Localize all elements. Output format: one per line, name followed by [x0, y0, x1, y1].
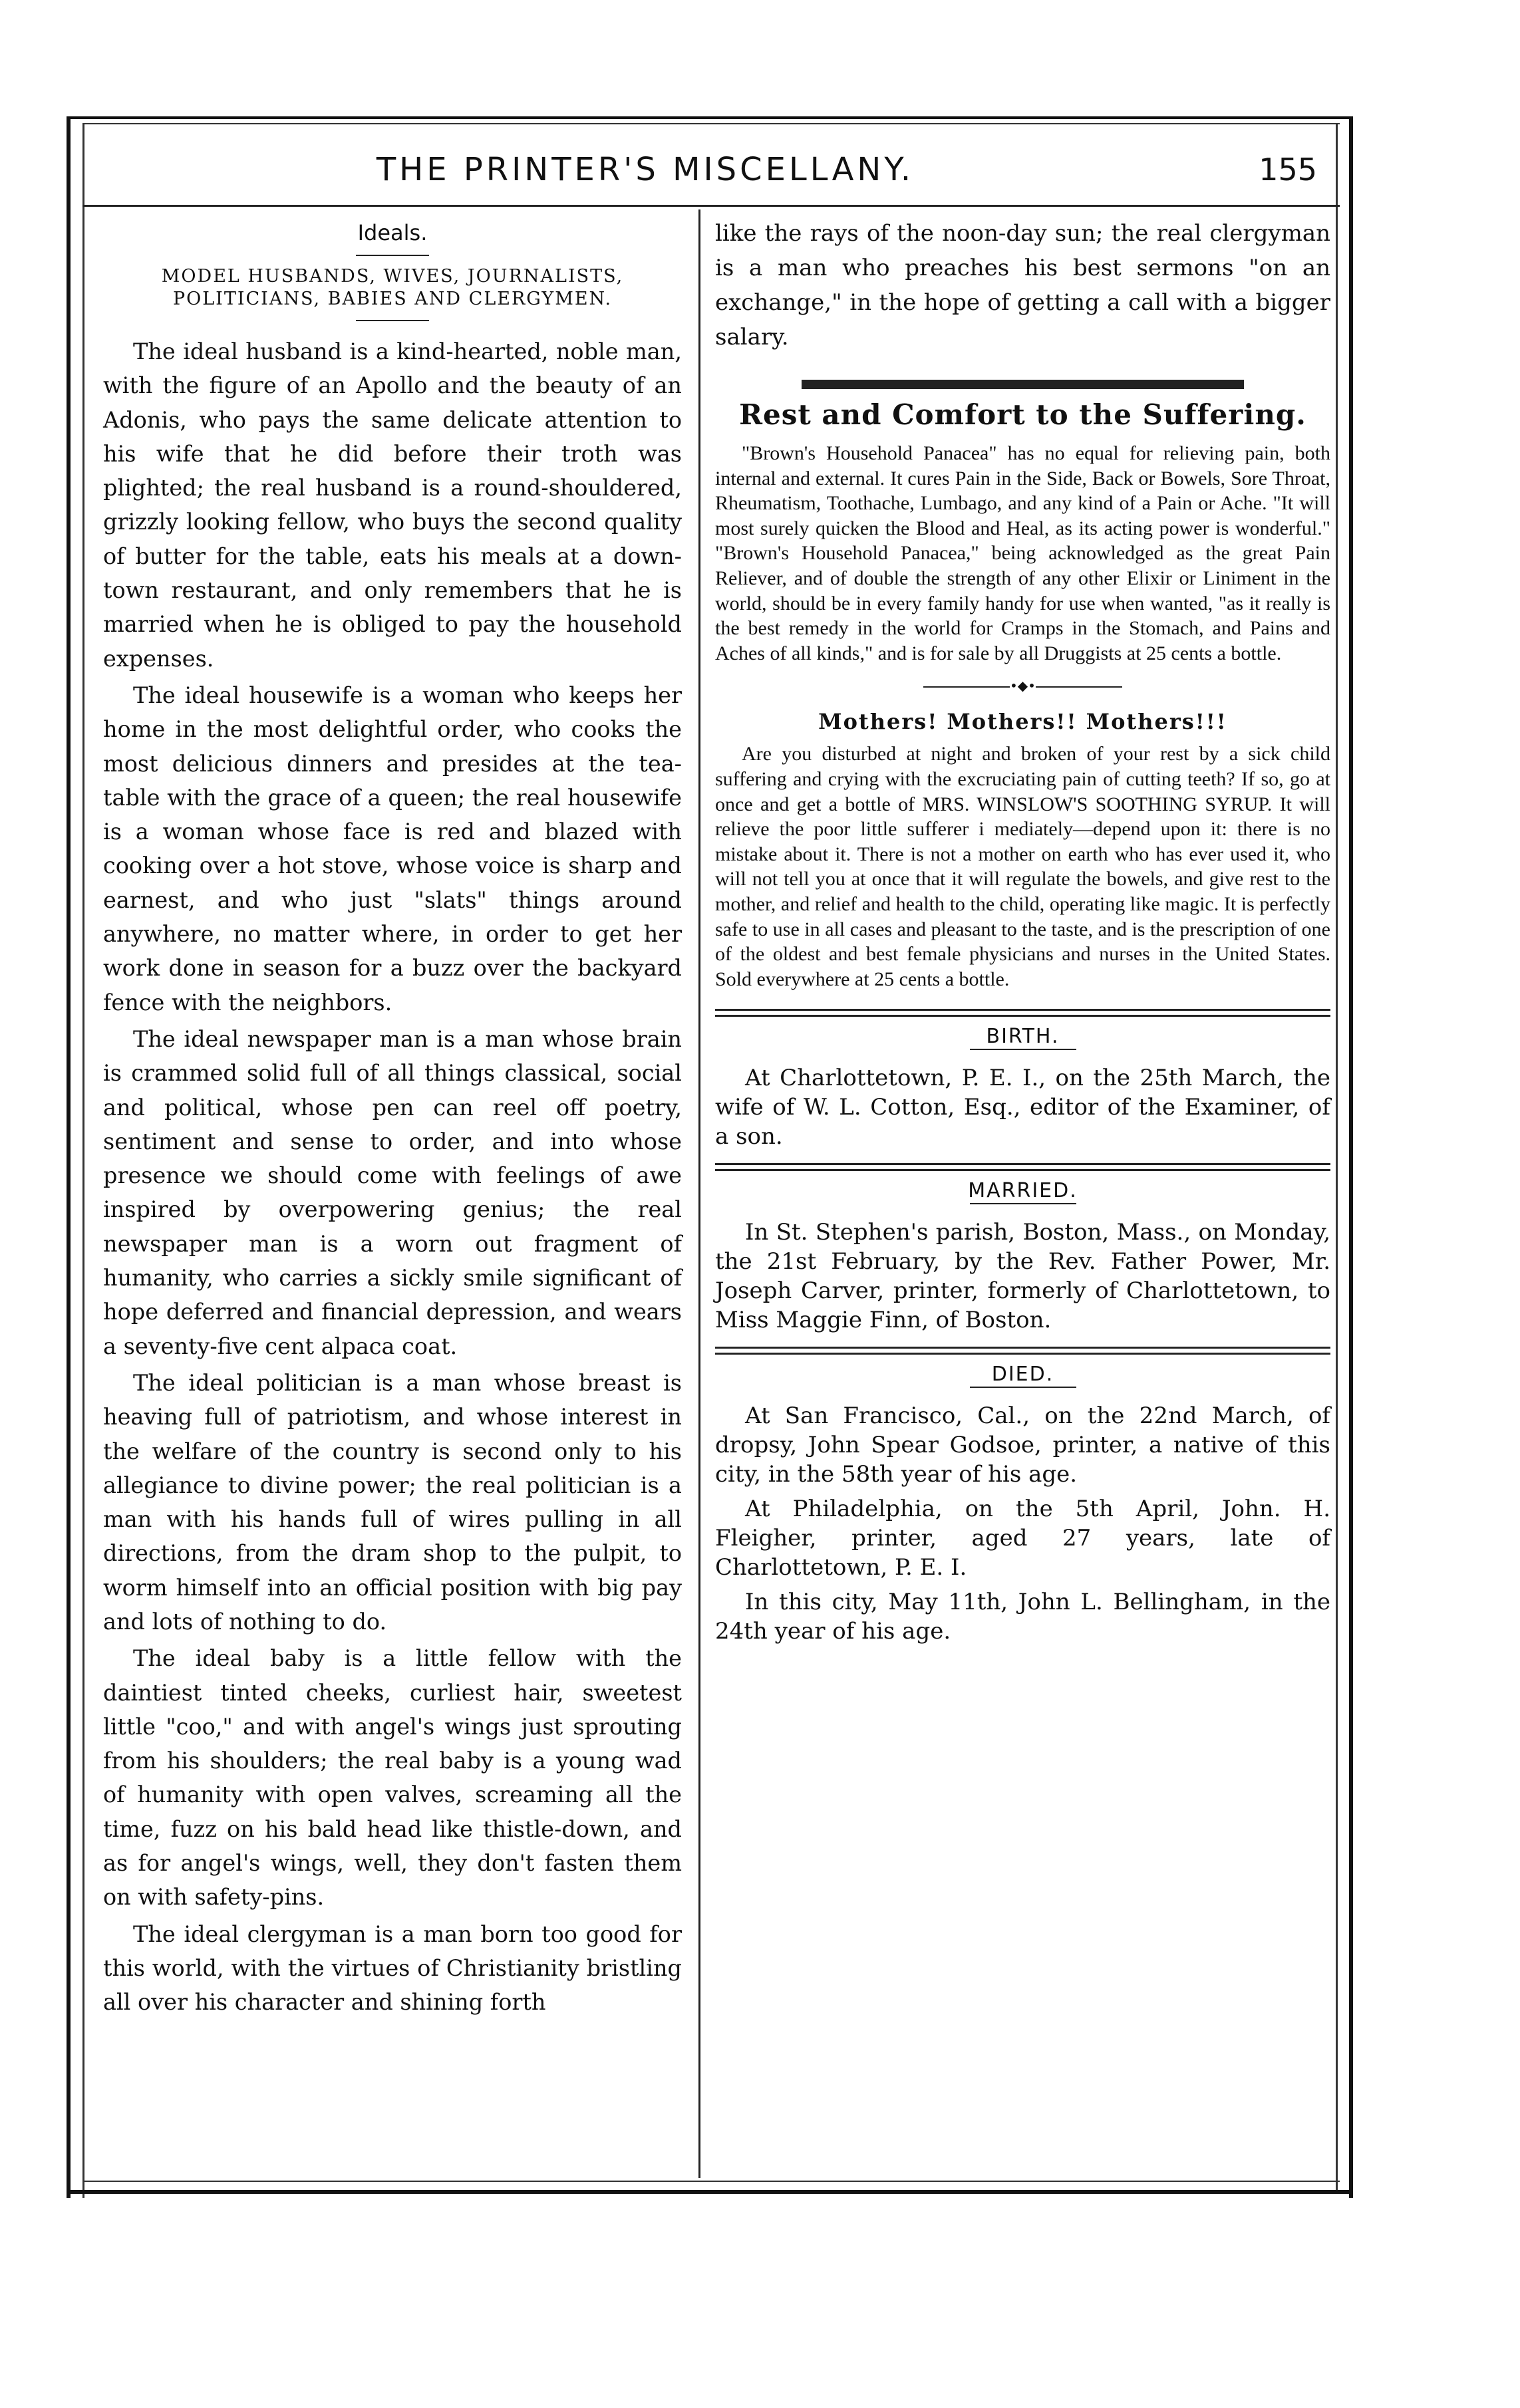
paragraph-clergyman: The ideal clergyman is a man born too good for this world, with the virtues of Christianity bristling all over his character and shining forth	[103, 1921, 682, 2016]
page-border-bottom	[67, 2190, 1353, 2194]
died-entry: In this city, May 11th, John L. Bellingham, in the 24th year of his age.	[715, 1589, 1330, 1645]
paragraph-housewife: The ideal housewife is a woman who keeps her home in the most delightful order, who cooks the most delicious dinners and presides at the tea-table with the grace of a queen; the real housewife is a woman whose face is red and blazed with cooking over a hot stove, whose voice is sharp and earnest, and who just "slats" things around anywhere, no matter where, in order to get her work done in season for a buzz over the backyard fence with the neighbors.	[103, 682, 682, 1015]
married-heading: MARRIED.	[968, 1179, 1078, 1203]
running-title: THE PRINTER'S MISCELLANY.	[376, 151, 915, 188]
ad-title-panacea: Rest and Comfort to the Suffering.	[739, 398, 1306, 431]
ad-text-panacea: "Brown's Household Panacea" has no equal for relieving pain, both internal and external. It cures Pain in the Side, Back or Bowels, Sore Throat, Rheumatism, Toothache, Lumbago, and any kind of a Pain or Ache. "It will most surely quicken the Blood and Heal, as its acting power is wonderful." "Brown's Household Panacea," being acknowledged as the great Pain Reliever, and of double the strength of any other Elixir or Liniment in the world, should be in every family handy for use when wanted, "as it really is the best remedy in the world for Cramps in the Stomach, and Pains and Aches of all kinds," and is for sale by all Druggists at 25 cents a bottle.	[715, 442, 1330, 664]
subtitle-rule	[356, 320, 429, 321]
ad-title-mothers: Mothers! Mothers!! Mothers!!!	[818, 709, 1227, 735]
notice-double-rule	[715, 1163, 1330, 1171]
ornament-glyph: •◆•	[1010, 678, 1036, 694]
right-column	[715, 216, 1330, 1651]
ad-text-soothing-syrup: Are you disturbed at night and broken of your rest by a sick child suffering and crying with the excruciating pain of cutting teeth? If so, go at once and get a bottle of MRS. WINSLOW'S SOOTHING SYRUP. It will relieve the poor little sufferer i mediately—depend upon it: there is no mistake about it. There is not a mother on earth who has ever used it, who will not tell you at once that it will regulate the bowels, and give rest to the mother, and relief and health to the child, operating like magic. It is perfectly safe to use in all cases and pleasant to the taste, and is the prescription of one of the oldest and best female physicians and nurses in the United States. Sold everywhere at 25 cents a bottle.	[715, 743, 1330, 990]
article-subtitle: MODEL HUSBANDS, WIVES, JOURNALISTS, POLITICIANS, BABIES AND CLERGYMEN.	[161, 266, 624, 309]
notice-double-rule	[715, 1009, 1330, 1017]
page-border-top	[67, 116, 1353, 119]
page-border-bottom-inner	[82, 2181, 1340, 2182]
paragraph-baby: The ideal baby is a little fellow with the daintiest tinted cheeks, curliest hair, sweetest little "coo," and with angel's wings just sprouting from his shoulders; the real baby is a young wad of humanity with open valves, screaming all the time, fuzz on his bald head like thistle-down, and as for angel's wings, well, they don't fasten them on with safety-pins.	[103, 1645, 682, 1911]
magazine-page	[86, 116, 1357, 2224]
married-entry: In St. Stephen's parish, Boston, Mass., on Monday, the 21st February, by the Rev. Father Power, Mr. Joseph Carver, printer, formerly of Charlottetown, to Miss Maggie Finn, of Boston.	[715, 1219, 1330, 1334]
page-border-right-inner	[1336, 124, 1338, 2193]
paragraph-newspaper-man: The ideal newspaper man is a man whose brain is crammed solid full of all things classical, social and political, whose pen can reel off poetry, sentiment and sense to order, and into whose presence we should come with feelings of awe inspired by overpowering genius; the real newspaper man is a worn out fragment of humanity, who carries a sickly smile significant of hope deferred and financial depression, and wears a seventy-five cent alpaca coat.	[103, 1025, 682, 1359]
page-border-right	[1349, 116, 1353, 2198]
article-title: Ideals.	[357, 220, 428, 245]
continued-paragraph: like the rays of the noon-day sun; the real clergyman is a man who preaches his best sermons "on an exchange," in the hope of getting a call with a bigger salary.	[715, 220, 1330, 350]
notice-double-rule	[715, 1347, 1330, 1355]
page-number: 155	[1259, 152, 1317, 188]
died-entry: At Philadelphia, on the 5th April, John. H. Fleigher, printer, aged 27 years, late of Charlottetown, P. E. I.	[715, 1496, 1330, 1581]
died-heading: DIED.	[991, 1363, 1054, 1387]
header-rule	[82, 205, 1340, 207]
ornament-divider	[715, 672, 1330, 699]
paragraph-politician: The ideal politician is a man whose breast is heaving full of patriotism, and whose interest in the welfare of the country is second only to his allegiance to divine power; the real politician is a man with his hands full of wires pulling in all directions, from the dram shop to the pulpit, to worm himself into an official position with big pay and lots of nothing to do.	[103, 1369, 682, 1635]
page-border-top-inner	[82, 123, 1340, 124]
page-border-left-inner	[82, 123, 84, 2198]
left-column	[103, 216, 682, 2022]
birth-heading: BIRTH.	[986, 1025, 1060, 1049]
birth-entry: At Charlottetown, P. E. I., on the 25th March, the wife of W. L. Cotton, Esq., editor of the Examiner, of a son.	[715, 1065, 1330, 1150]
page-border-left	[67, 116, 71, 2198]
running-head	[86, 143, 1330, 196]
title-rule	[356, 255, 429, 256]
column-divider	[698, 209, 700, 2178]
paragraph-husband: The ideal husband is a kind-hearted, noble man, with the figure of an Apollo and the beauty of an Adonis, who pays the same delicate attention to his wife that he did before their troth was plighted; the real husband is a round-shouldered, grizzly looking fellow, who buys the second quality of butter for the table, eats his meals at a down-town restaurant, and only remembers that he is married when he is obliged to pay the household expenses.	[103, 338, 682, 672]
ad-separator-rule	[802, 380, 1244, 389]
died-entry: At San Francisco, Cal., on the 22nd March, of dropsy, John Spear Godsoe, printer, a native of this city, in the 58th year of his age.	[715, 1403, 1330, 1488]
